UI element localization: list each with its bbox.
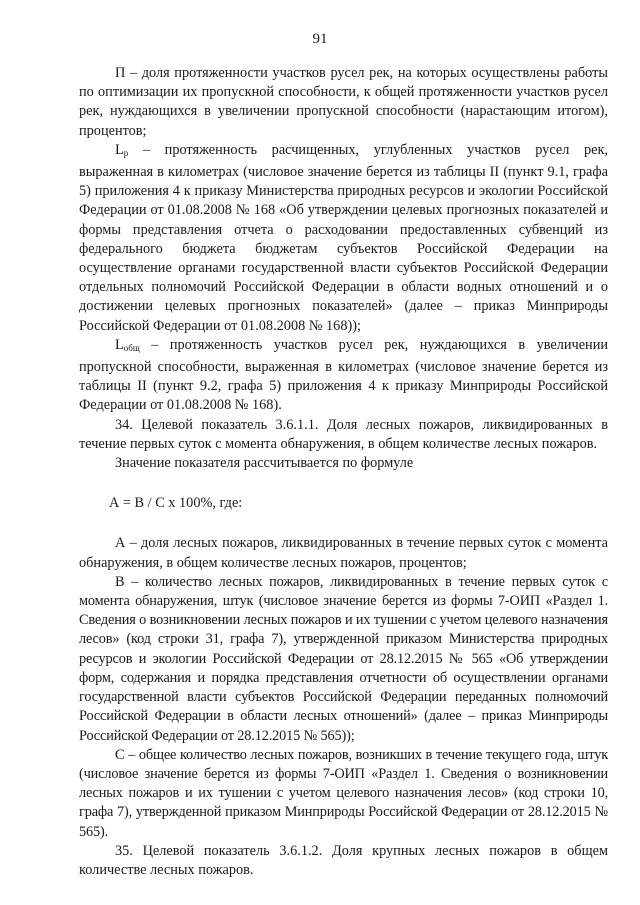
paragraph-c-definition: С – общее количество лесных пожаров, возникших в течение текущего года, штук (числовое значение берется из формы 7-ОИП «Раздел 1. Сведения о возникновении лесных пожаров и их тушении с учетом целевого назначения лесов» (код строки 10, графа 7), утвержденной приказом Минприроды Российской Федерации от 28.12.2015 № 565).: [79, 746, 608, 840]
document-body: [79, 64, 608, 880]
paragraph-a-definition: А – доля лесных пожаров, ликвидированных в течение первых суток с момента обнаружения, в общем количестве лесных пожаров, процентов;: [79, 535, 608, 571]
page-number: 91: [312, 31, 328, 47]
paragraph-formula-intro: Значение показателя рассчитывается по формуле: [115, 455, 414, 472]
symbol-subscript-p: р: [123, 147, 129, 158]
symbol-l: L: [115, 141, 124, 158]
paragraph-indicator-35: 35. Целевой показатель 3.6.1.2. Доля крупных лесных пожаров в общем количестве лесных пожаров.: [79, 842, 608, 878]
paragraph-ltotal-definition: [79, 336, 608, 416]
paragraph-share-definition: П – доля протяженности участков русел рек, на которых осуществлены работы по оптимизации их пропускной способности, к общей протяженности участков русел рек, нуждающихся в увеличении пропускной способности (нарастающим итогом), процентов;: [79, 65, 608, 139]
paragraph-lp-definition: [79, 141, 608, 336]
symbol-l: L: [115, 336, 124, 353]
paragraph-indicator-34: 34. Целевой показатель 3.6.1.1. Доля лесных пожаров, ликвидированных в течение первых суток с момента обнаружения, в общем количестве лесных пожаров.: [79, 416, 608, 452]
paragraph-b-definition: В – количество лесных пожаров, ликвидированных в течение первых суток с момента обнаружения, штук (числовое значение берется из формы 7-ОИП «Раздел 1. Сведения о возникновении лесных пожаров и их тушении с учетом целевого назначения лесов» (код строки 31, графа 7), утвержденной приказом Министерства природных ресурсов и экологии Российской Федерации от 28.12.2015 № 565 «Об утверждении форм, содержания и порядка представления отчетности об осуществлении органами государственной власти субъектов Российской Федерации переданных полномочий Российской Федерации в области лесных отношений» (далее – приказ Минприроды Российской Федерации от 28.12.2015 № 565));: [79, 573, 608, 744]
symbol-subscript-total: общ: [123, 342, 140, 353]
ltotal-definition-text: – протяженность участков русел рек, нуждающихся в увеличении пропускной способности, выраженная в километрах (числовое значение берется из таблицы II (пункт 9.2, графа 5) приложения 4 к приказу Минприроды Российской Федерации от 01.08.2008 № 168).: [79, 336, 608, 414]
formula: А = В / С х 100%, где:: [109, 495, 243, 512]
lp-definition-text: – протяженность расчищенных, углубленных участков русел рек, выраженная в километрах (числовое значение берется из таблицы II (пункт 9.1, графа 5) приложения 4 к приказу Министерства природных ресурсов и экологии Российской Федерации от 01.08.2008 № 168 «Об утверждении целевых прогнозных показателей и формы представления отчета о расходовании предоставленных субвенций из федерального бюджета бюджетам субъектов Российской Федерации на осуществление органами государственной власти субъектов Российской Федерации отдельных полномочий Российской Федерации в области водных отношений и о достижении целевых прогнозных показателей» (далее – приказ Минприроды Российской Федерации от 01.08.2008 № 168));: [79, 141, 608, 334]
